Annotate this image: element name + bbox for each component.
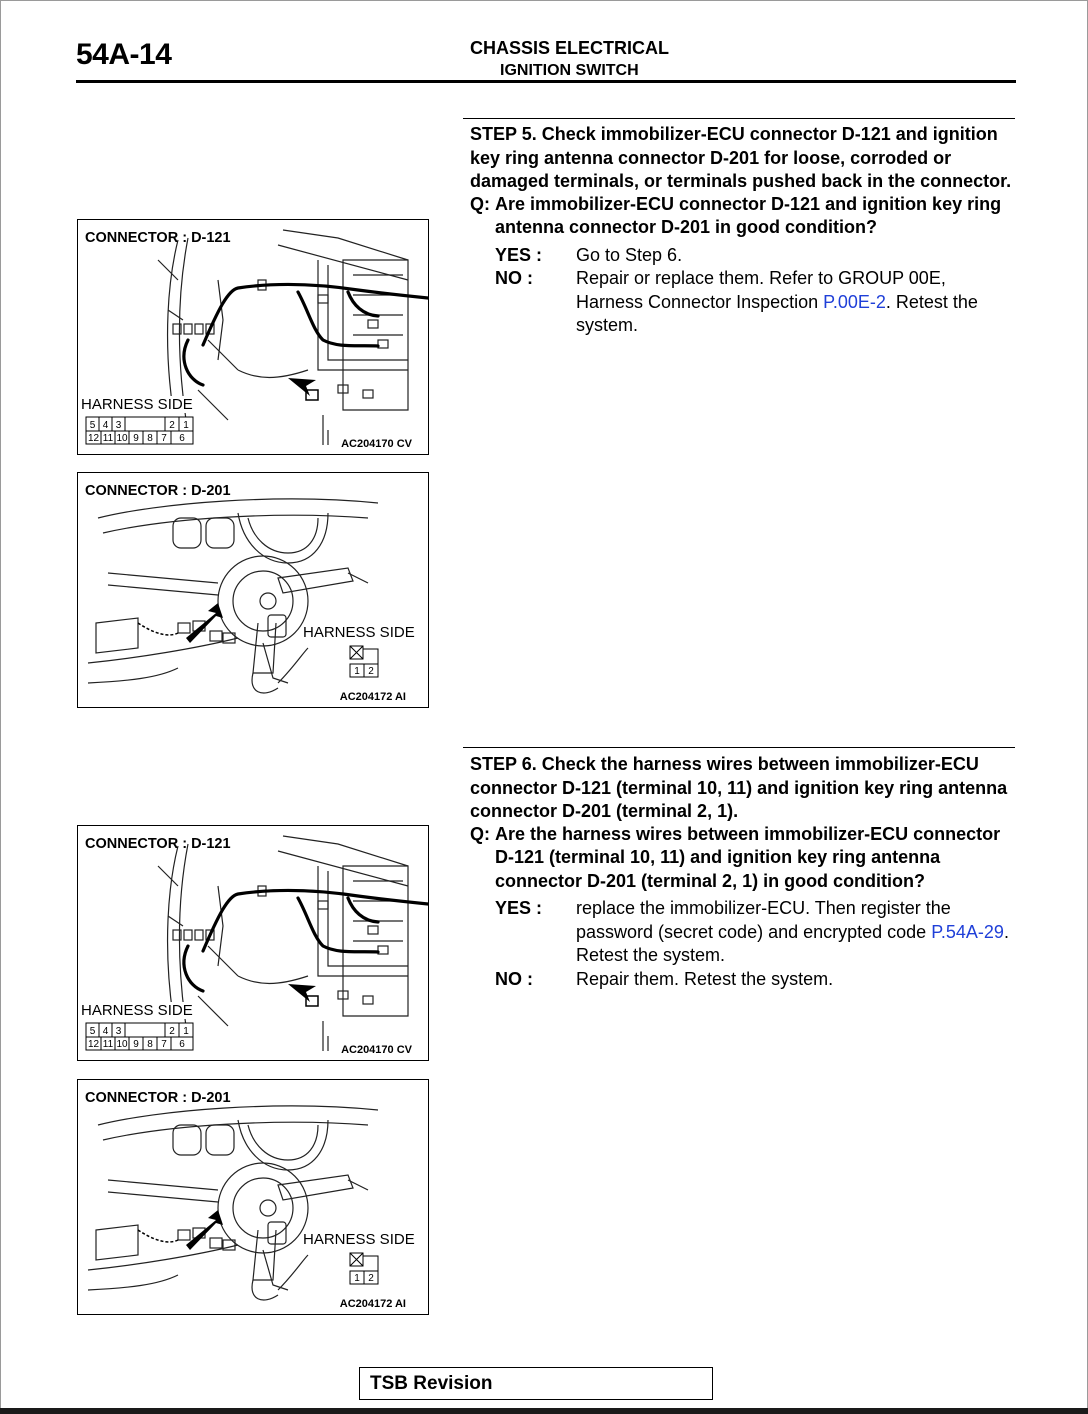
d121-pin-9: 9 <box>133 433 139 444</box>
dashboard-wiring-drawing <box>78 220 428 454</box>
d121-pin-12: 12 <box>87 433 100 444</box>
d121-pin-7: 7 <box>161 433 167 444</box>
figure-title: CONNECTOR : D-121 <box>85 836 231 852</box>
header-rule <box>76 80 1016 83</box>
step6-yes-link[interactable]: P.54A-29 <box>931 921 1004 942</box>
figure-code: AC204170 CV <box>341 1044 412 1056</box>
step6-q-label: Q: <box>470 823 490 844</box>
d201-pin-2: 2 <box>368 666 374 677</box>
step6-question-text: Are the harness wires between immobilizer-ECU connector D-121 (terminal 10, 11) and ignition key ring antenna connector D-201 (terminal 2, 1) in good condition? <box>495 823 1001 891</box>
d121-pin-10: 10 <box>116 1039 128 1050</box>
steering-column-drawing <box>78 1080 428 1314</box>
step6-yes-answer <box>495 897 1015 968</box>
step6-no-label: NO : <box>495 968 533 989</box>
d201-pin-2: 2 <box>368 1273 374 1284</box>
figure-code: AC204170 CV <box>341 438 412 450</box>
step6-yes-label: YES : <box>495 898 543 918</box>
harness-side-label: HARNESS SIDE <box>81 396 193 413</box>
page-number: 54A-14 <box>76 38 172 71</box>
figure-d201-step5 <box>77 472 429 708</box>
d121-pin-4: 4 <box>102 1026 109 1037</box>
d121-pin-3: 3 <box>115 420 122 431</box>
step6-title: STEP 6. Check the harness wires between immobilizer-ECU connector D-121 (terminal 10, 11) and ignition key ring antenna connector D-201 (terminal 2, 1). <box>470 754 1008 821</box>
step5-rule <box>463 118 1015 119</box>
step6-rule <box>463 747 1015 748</box>
d121-pin-4: 4 <box>102 420 109 431</box>
d121-pin-9: 9 <box>133 1039 139 1050</box>
page-bottom-bar <box>0 1408 1088 1414</box>
figure-code: AC204172 AI <box>339 1298 406 1310</box>
subsection-title: IGNITION SWITCH <box>500 62 639 79</box>
d121-pin-2: 2 <box>169 1026 175 1037</box>
step6-block <box>470 753 1015 991</box>
d121-pin-2: 2 <box>169 420 175 431</box>
step6-no-text: Repair them. Retest the system. <box>576 968 834 989</box>
harness-side-label: HARNESS SIDE <box>303 1231 415 1248</box>
step6-no-answer <box>495 968 1015 992</box>
step5-yes-text: Go to Step 6. <box>576 244 683 265</box>
dashboard-wiring-drawing <box>78 826 428 1060</box>
figure-title: CONNECTOR : D-201 <box>85 483 231 499</box>
d121-pin-8: 8 <box>147 1039 153 1050</box>
d121-pin-10: 10 <box>116 433 128 444</box>
step6-yes-text-1: replace the immobilizer-ECU. Then register the password (secret code) and encrypted code <box>576 898 951 942</box>
d121-pin-6: 6 <box>179 433 185 444</box>
step5-no-text-1: Repair or replace them. Refer to GROUP 00E, Harness Connector Inspection <box>576 268 946 312</box>
d121-pin-11: 11 <box>102 1039 114 1050</box>
step5-no-label: NO : <box>495 268 533 288</box>
tsb-revision-label: TSB Revision <box>370 1373 493 1394</box>
step6-question <box>470 823 1015 894</box>
d121-pin-5: 5 <box>89 420 96 431</box>
d121-pin-5: 5 <box>89 1026 96 1037</box>
d121-pin-1: 1 <box>183 420 189 431</box>
figure-d121-step5 <box>77 219 429 455</box>
step5-yes-answer <box>495 244 1015 268</box>
figure-d121-step6 <box>77 825 429 1061</box>
d121-pin-3: 3 <box>115 1026 122 1037</box>
d121-pin-11: 11 <box>102 433 114 444</box>
harness-side-label: HARNESS SIDE <box>81 1002 193 1019</box>
d121-pin-12: 12 <box>87 1039 100 1050</box>
tsb-revision-box <box>359 1367 713 1400</box>
d121-pin-8: 8 <box>147 433 153 444</box>
d201-pin-1: 1 <box>354 1273 360 1284</box>
d201-pin-1: 1 <box>354 666 360 677</box>
step5-no-text-2: . Retest the system. <box>576 291 978 335</box>
step5-yes-label: YES : <box>495 244 543 265</box>
section-title: CHASSIS ELECTRICAL <box>470 38 670 58</box>
step5-q-label: Q: <box>470 193 490 214</box>
d121-pin-6: 6 <box>179 1039 185 1050</box>
figure-d201-step6 <box>77 1079 429 1315</box>
step5-title: STEP 5. Check immobilizer-ECU connector D-121 and ignition key ring antenna connector D-201 for loose, corroded or damaged terminals, or terminals pushed back in the connector. <box>470 124 1012 191</box>
step5-block <box>470 123 1015 338</box>
d121-pin-7: 7 <box>161 1039 167 1050</box>
figure-title: CONNECTOR : D-121 <box>85 230 231 246</box>
step5-question-text: Are immobilizer-ECU connector D-121 and ignition key ring antenna connector D-201 in good condition? <box>495 193 1002 237</box>
steering-column-drawing <box>78 473 428 707</box>
step5-question <box>470 193 1015 240</box>
figure-title: CONNECTOR : D-201 <box>85 1090 231 1106</box>
harness-side-label: HARNESS SIDE <box>303 624 415 641</box>
d121-pin-1: 1 <box>183 1026 189 1037</box>
step5-no-answer <box>495 267 1015 338</box>
figure-code: AC204172 AI <box>339 691 406 703</box>
step6-yes-text-2: . Retest the system. <box>576 921 1009 965</box>
step5-no-link[interactable]: P.00E-2 <box>823 291 886 312</box>
